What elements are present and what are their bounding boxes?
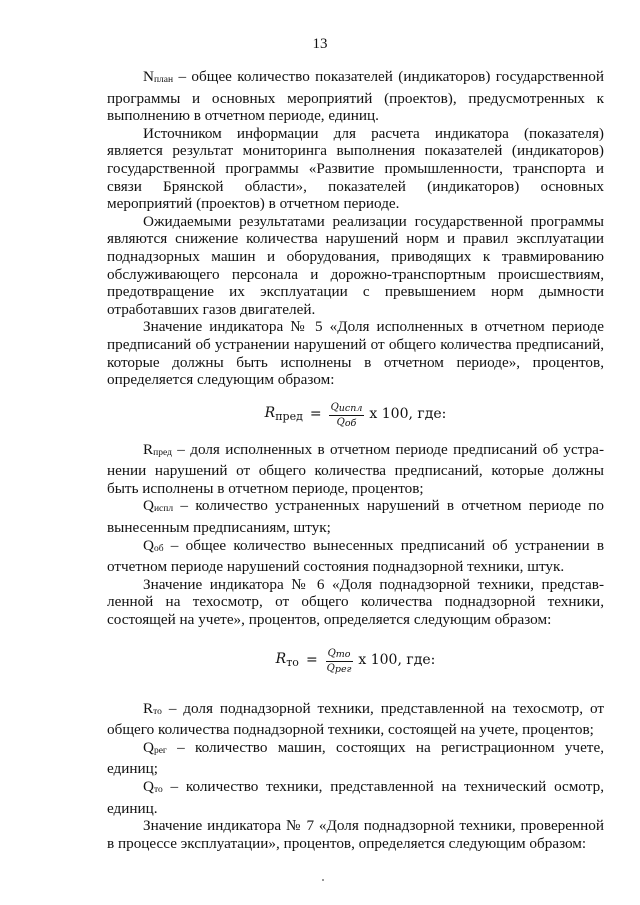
definition-r-pred: Rпред – доля исполненных в отчетном периоде предписаний об устранении нарушений от общего количества предписаний, которые должны быть исполнены в отчетном периоде, процентов; <box>107 440 604 497</box>
definition-q-ispl: Qиспл – количество устраненных нарушений в отчетном периоде по вынесенным предписаниям, штук; <box>107 497 604 537</box>
symbol-n-subscript: план <box>153 75 174 85</box>
definition-q-ob: Qоб – общее количество вынесенных предписаний об устранении в отчетном периоде нарушений состояния поднадзорной техники, штук. <box>107 536 604 576</box>
formula-5-lhs: $R_{пред}$ <box>264 404 303 423</box>
paragraph-indicator-6: Значение индикатора № 6 «Доля поднадзорной техники, представленной на техосмотр, от общего количества поднадзорной техники, состоящей на учете», процентов, определяется следующим образом: <box>107 575 604 629</box>
formula-6-lhs: $R_{то}$ <box>275 650 299 669</box>
formula-5-denominator: Qоб <box>336 416 357 429</box>
definition-q-to: Qто – количество техники, представленной на технический осмотр, единиц. <box>107 778 604 817</box>
paragraph-info-source: Источником информации для расчета индикатора (показателя) является результат мониторинга выполнения показателей (индикаторов) государственной программы «Развитие промышленности, транспорта и связи Брянской области», показателей (индикаторов) основных мероприятий (проектов) в отчетном периоде. <box>107 124 604 213</box>
formula-6-denominator: Qрег <box>326 662 352 675</box>
paragraph-indicator-7: Значение индикатора № 7 «Доля поднадзорной техники, проверенной в процессе эксплуатации», процентов, определяется следующим образом: <box>107 817 604 852</box>
formula-6-numerator: Qто <box>327 647 351 660</box>
paragraph-indicator-5: Значение индикатора № 5 «Доля исполненных в отчетном периоде предписаний об устранении нарушений от общего количества предписаний, которые должны быть исполнены в отчетном периоде», процентов, определяется следующим образом: <box>107 318 604 389</box>
paragraph-expected-results: Ожидаемыми результатами реализации государственной программы являются снижение количества нарушений норм и правил эксплуатации поднадзорных машин и оборудования, приводящих к травмированию обслуживающего персонала и дорожно-транспортным происшествиям, предотвращение их эксплуатации с превышением норм дымности отработавших газов двигателей. <box>107 212 604 318</box>
formula-5-fraction <box>329 402 365 429</box>
formula-5-multiplier: x 100, где: <box>369 406 447 423</box>
definition-q-reg: Qрег – количество машин, состоящих на регистрационном учете, единиц; <box>107 738 604 778</box>
paragraph-n-plan <box>107 68 604 125</box>
formula-6-fraction <box>325 648 354 675</box>
formula-6-multiplier: x 100, где: <box>358 652 436 669</box>
document-body <box>107 68 604 852</box>
page-number: 13 <box>312 36 328 52</box>
formula-indicator-6 <box>107 648 604 675</box>
formula-5-numerator: Qиспл <box>330 401 363 414</box>
formula-5-equals: = <box>309 406 322 423</box>
formula-6-equals: = <box>305 652 318 669</box>
scan-dot <box>322 879 324 881</box>
formula-indicator-5 <box>107 402 604 429</box>
symbol-n: N <box>143 68 154 85</box>
paragraph-n-plan-text: – общее количество показателей (индикаторов) государственной программы и основных мероприятий (проектов), предусмотренных к выполнению в отчетном периоде, единиц. <box>107 68 604 125</box>
definition-r-to: Rто – доля поднадзорной техники, представленной на техосмотр, от общего количества поднадзорной техники, состоящей на учете, процентов; <box>107 699 604 739</box>
